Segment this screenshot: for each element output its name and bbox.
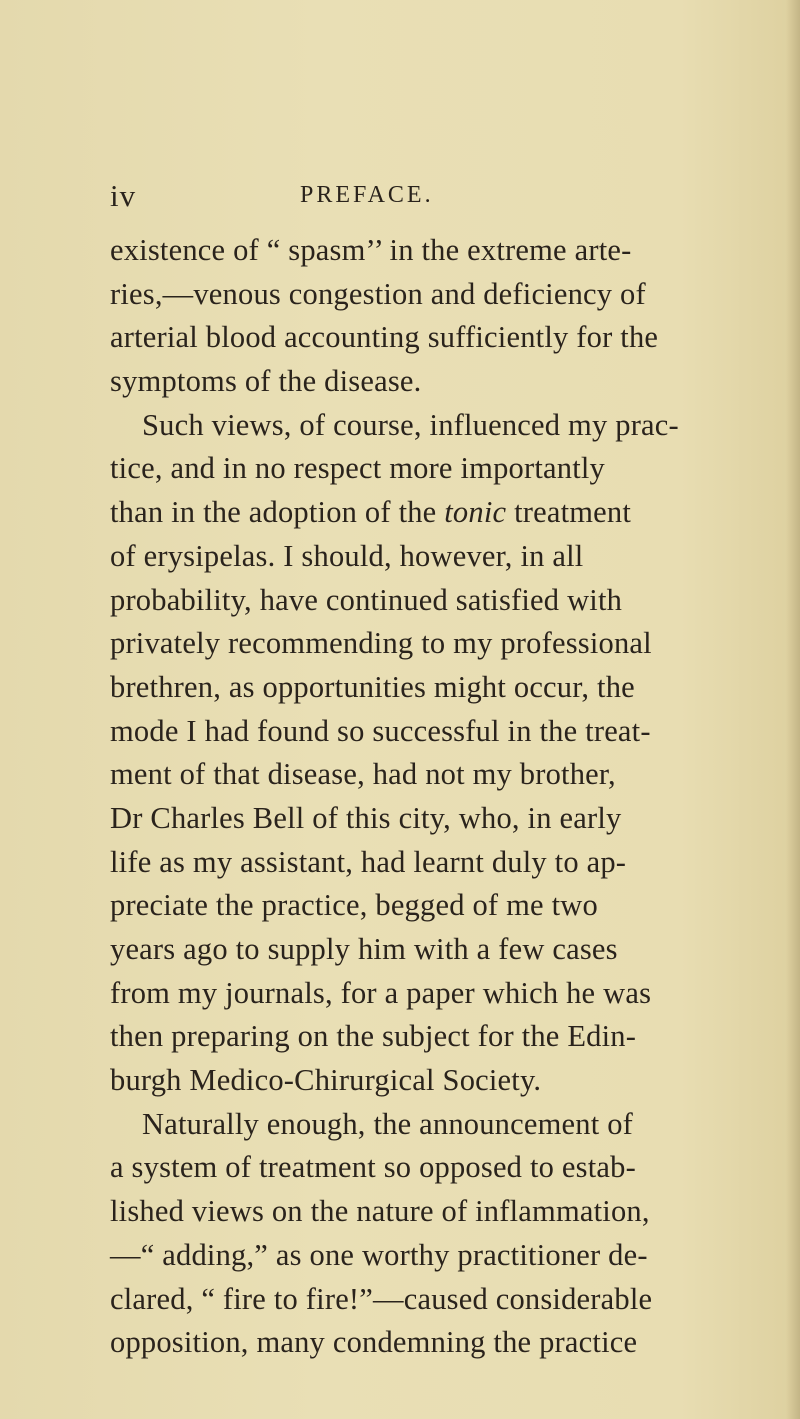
page-edge-shadow xyxy=(786,0,800,1419)
text-line: clared, “ fire to fire!”—caused considerable xyxy=(110,1281,653,1316)
text-line: brethren, as opportunities might occur, the xyxy=(110,669,635,704)
text-line: —“ adding,” as one worthy practitioner de- xyxy=(110,1237,648,1272)
text-line: tice, and in no respect more importantly xyxy=(110,451,606,486)
text-line: then preparing on the subject for the Edin- xyxy=(110,1019,637,1054)
text-line: years ago to supply him with a few cases xyxy=(110,932,618,966)
text-line: arterial blood accounting sufficiently for the xyxy=(110,320,659,355)
text-segment: treatment xyxy=(506,495,632,530)
paragraph-first-line: Naturally enough, the announcement of xyxy=(142,1106,634,1141)
running-head xyxy=(110,178,710,214)
text-line: privately recommending to my professional xyxy=(110,626,652,661)
text-line: ries,—venous congestion and deficiency of xyxy=(110,276,646,311)
text-line: lished views on the nature of inflammation, xyxy=(110,1194,650,1229)
text-line-with-italic xyxy=(110,491,770,535)
paragraph-first-line: Such views, of course, influenced my prac- xyxy=(142,407,679,442)
text-line: preciate the practice, begged of me two xyxy=(110,888,598,923)
running-title: PREFACE. xyxy=(300,182,434,208)
text-line: Dr Charles Bell of this city, who, in early xyxy=(110,800,622,835)
italic-word: tonic xyxy=(444,495,507,530)
text-line: probability, have continued satisfied with xyxy=(110,582,623,617)
body-text xyxy=(110,229,770,1365)
page-number: iv xyxy=(110,178,137,213)
text-line: a system of treatment so opposed to estab- xyxy=(110,1150,636,1185)
text-line: ment of that disease, had not my brother, xyxy=(110,757,616,792)
text-line: from my journals, for a paper which he was xyxy=(110,975,652,1010)
text-line: symptoms of the disease. xyxy=(110,364,422,399)
text-line: mode I had found so successful in the treat- xyxy=(110,713,651,748)
text-line: life as my assistant, had learnt duly to ap- xyxy=(110,844,627,879)
text-line: existence of “ spasm’’ in the extreme arte- xyxy=(110,233,632,267)
text-line: burgh Medico-Chirurgical Society. xyxy=(110,1063,542,1098)
text-line: opposition, many condemning the practice xyxy=(110,1325,638,1360)
text-segment: than in the adoption of the xyxy=(110,495,445,530)
text-line: of erysipelas. I should, however, in all xyxy=(110,538,584,573)
